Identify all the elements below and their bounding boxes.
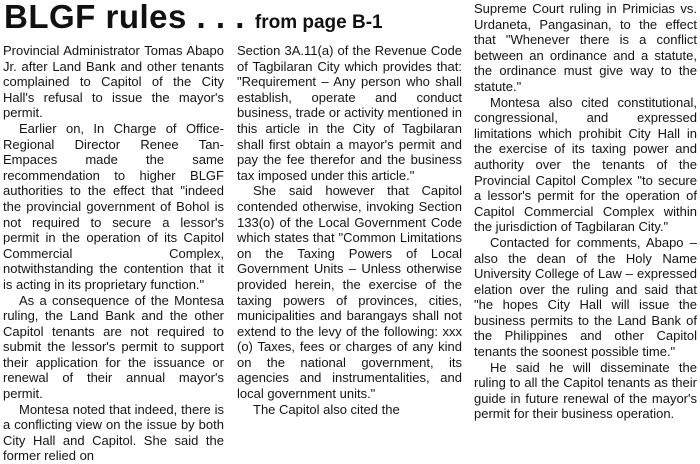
column-3-paragraph-4: He said he will disseminate the ruling to all the Capitol tenants as their guide in future renewal of the mayor's permit for their business operation. [474,359,697,422]
article-column-3 [474,1,697,455]
article-column-1 [3,43,224,464]
headline [4,0,464,37]
column-2-paragraph-1: Section 3A.11(a) of the Revenue Code of Tagbilaran City which provides that: "Requirement – Any person who shall establish, operate and conduct business, trade or activity mentioned in this article in the City of Tagbilaran shall first obtain a mayor's permit and pay the fee therefor and the business tax imposed under this article." [237,43,462,183]
headline-title: BLGF rules . . . [4,0,245,35]
headline-continued-from: from page B-1 [254,12,383,33]
column-2-paragraph-3: The Capitol also cited the [253,401,400,417]
article-column-2 [237,43,462,455]
column-3-paragraph-2: Montesa also cited constitutional, congressional, and expressed limitations which prohibit City Hall in the exercise of its taxing power and authority over the tenants of the Provincial Capitol Complex "to secure a lessor's permit for the operation of Capitol Commercial Complex within the jurisdiction of Tagbilaran City." [474,94,697,235]
column-3-paragraph-3: Contacted for comments, Abapo – also the dean of the Holy Name University College of Law – expressed elation over the ruling and said that "he hopes City Hall will issue the business permits to the Land Bank of the Philippines and other Capitol tenants the soonest possible time." [474,234,697,360]
column-1-paragraph-4: Montesa noted that indeed, there is a conflicting view on the issue by both City Hall and Capitol. She said the former relied on [3,401,224,464]
column-2-paragraph-2: She said however that Capitol contended otherwise, invoking Section 133(o) of the Local Government Code which states that "Common Limitations on the Taxing Powers of Local Government Units – Unless otherwise provided herein, the exercise of the taxing powers of provinces, cities, municipalities and barangays shall not extend to the levy of the following: xxx (o) Taxes, fees or charges of any kind on the national government, its agencies and instrumentalities, and local government units." [237,183,462,402]
column-1-paragraph-2: Earlier on, In Charge of Office-Regional Director Renee Tan-Empaces made the same recommendation to higher BLGF authorities to the effect that "indeed the provincial government of Bohol is not required to secure a lessor's permit in the operation of its Capitol Commercial Complex, notwithstanding the contention that it is acting in its proprietary function." [3,120,224,292]
column-1-paragraph-3: As a consequence of the Montesa ruling, the Land Bank and the other Capitol tenants are not required to submit the lessor's permit to support their application for the issuance or renewal of their annual mayor's permit. [3,292,224,402]
column-1-paragraph-1: Provincial Administrator Tomas Abapo Jr. after Land Bank and other tenants complained to Capitol of the City Hall's refusal to issue the mayor's permit. [3,43,224,121]
column-3-paragraph-1: Supreme Court ruling in Primicias vs. Urdaneta, Pangasinan, to the effect that "Whenever there is a conflict between an ordinance and a statute, the ordinance must give way to the statute." [474,1,697,94]
